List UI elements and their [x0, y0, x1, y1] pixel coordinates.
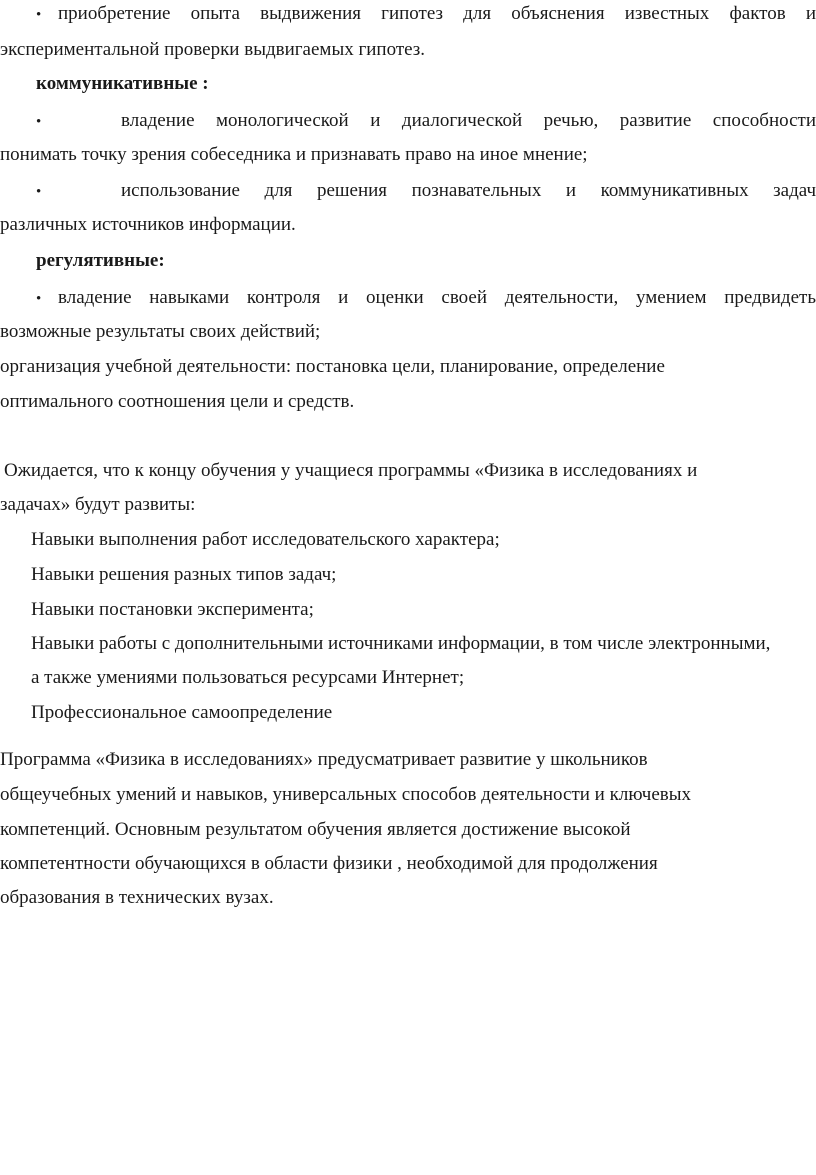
conclusion-line-2: общеучебных умений и навыков, универсальных способов деятельности и ключевых — [0, 784, 692, 805]
regulatory-item-line2: возможные результаты своих действий; — [0, 321, 321, 342]
skill-item-4: Навыки работы с дополнительными источниками информации, в том числе электронными, — [31, 633, 771, 654]
skill-item-1: Навыки выполнения работ исследовательского характера; — [31, 529, 500, 550]
cognitive-item-line2: экспериментальной проверки выдвигаемых гипотез. — [0, 39, 426, 60]
skill-item-5: Профессиональное самоопределение — [31, 702, 333, 723]
regulatory-extra-line1: организация учебной деятельности: постановка цели, планирование, определение — [0, 356, 665, 377]
conclusion-line-4: компетентности обучающихся в области физики , необходимой для продолжения — [0, 853, 658, 874]
cognitive-item-text: приобретение опыта выдвижения гипотез для объяснения известных фактов и — [58, 3, 816, 24]
communicative-item-2-text: использование для решения познавательных и коммуникативных задач — [121, 180, 816, 201]
bullet-icon: • — [36, 184, 42, 200]
conclusion-line-1: Программа «Физика в исследованиях» предусматривает развитие у школьников — [0, 749, 648, 770]
bullet-icon: • — [36, 291, 42, 307]
expected-intro-line1: Ожидается, что к концу обучения у учащиеся программы «Физика в исследованиях и — [4, 460, 698, 481]
skill-item-2: Навыки решения разных типов задач; — [31, 564, 337, 585]
regulatory-extra-line2: оптимального соотношения цели и средств. — [0, 391, 355, 412]
communicative-item-1-text: владение монологической и диалогической речью, развитие способности — [121, 110, 816, 131]
communicative-heading: коммуникативные : — [36, 73, 209, 94]
communicative-item-1-line1 — [0, 109, 816, 134]
expected-intro-line2: задачах» будут развиты: — [0, 494, 196, 515]
bullet-icon: • — [36, 114, 42, 130]
regulatory-heading: регулятивные: — [36, 250, 165, 271]
bullet-icon: • — [36, 7, 42, 23]
regulatory-item-line1 — [0, 286, 816, 311]
regulatory-item-text: владение навыками контроля и оценки своей деятельности, умением предвидеть — [58, 287, 816, 308]
communicative-item-1-line2: понимать точку зрения собеседника и признавать право на иное мнение; — [0, 144, 588, 165]
skill-item-4-continuation: а также умениями пользоваться ресурсами Интернет; — [31, 667, 465, 688]
skill-item-3: Навыки постановки эксперимента; — [31, 599, 314, 620]
cognitive-item-line1 — [0, 2, 816, 27]
conclusion-line-3: компетенций. Основным результатом обучения является достижение высокой — [0, 819, 631, 840]
conclusion-line-5: образования в технических вузах. — [0, 887, 274, 908]
communicative-item-2-line2: различных источников информации. — [0, 214, 296, 235]
communicative-item-2-line1 — [0, 179, 816, 204]
